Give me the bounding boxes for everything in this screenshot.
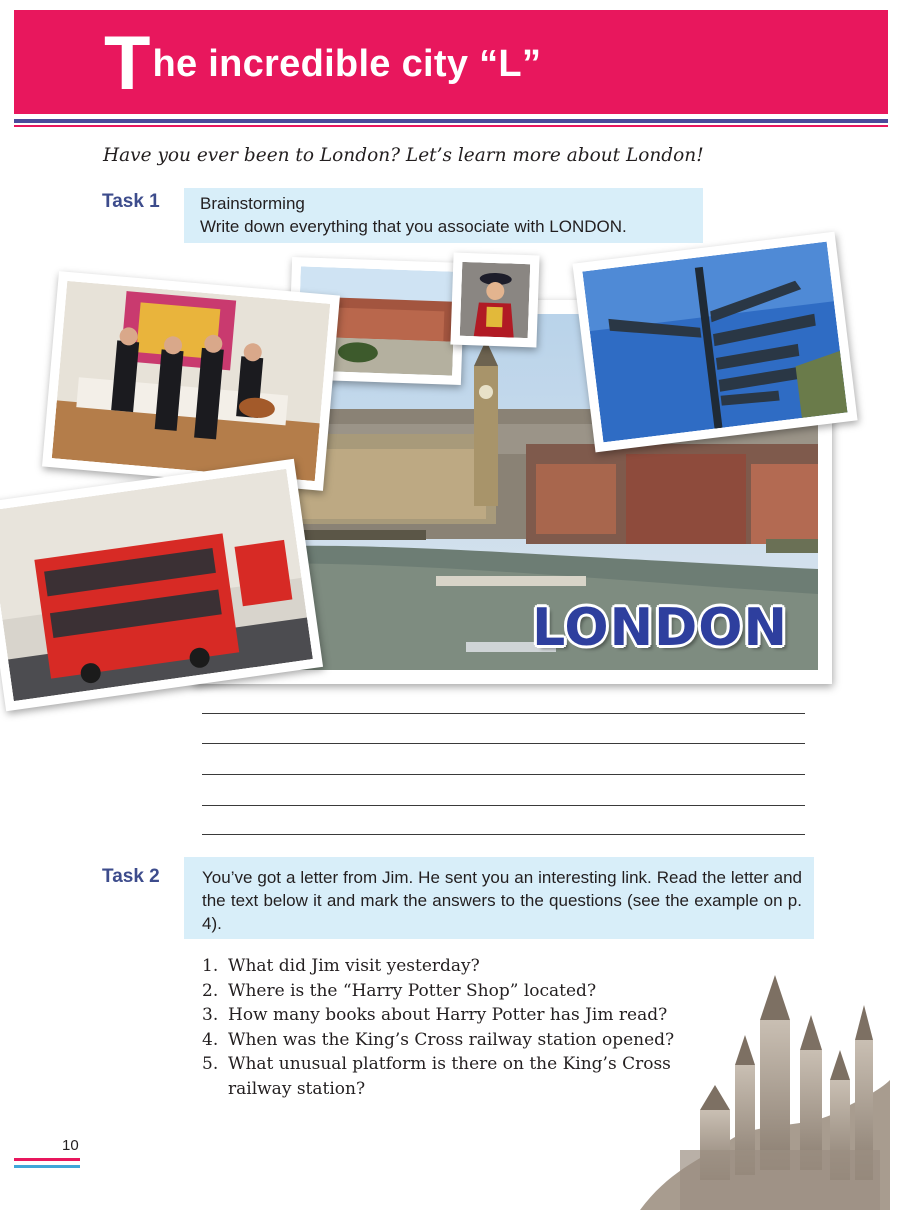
beefeater-photo	[450, 253, 539, 348]
castle-illustration	[640, 970, 890, 1210]
task1-label: Task 1	[102, 191, 160, 212]
beatles-wax-figures-photo	[42, 271, 340, 491]
red-bus-photo	[0, 459, 323, 711]
task1-instruction: Write down everything that you associate with LONDON.	[200, 217, 627, 236]
question-list	[202, 954, 674, 1101]
answer-line-1[interactable]	[202, 713, 805, 714]
header-rule-blue	[14, 119, 888, 123]
answer-line-2[interactable]	[202, 743, 805, 744]
signpost-photo	[572, 232, 857, 453]
task2-instruction: You’ve got a letter from Jim. He sent you an interesting link. Read the letter and the text below it and mark the answers to the questions (see the example on p. 4).	[202, 868, 802, 933]
header-rule-pink	[14, 125, 888, 127]
answer-line-4[interactable]	[202, 805, 805, 806]
task1-box	[184, 188, 703, 243]
page-number: 10	[62, 1137, 79, 1154]
footer-rule-pink	[14, 1158, 80, 1161]
question-item: 4. When was the King’s Cross railway station opened?	[202, 1029, 675, 1050]
question-item: 2. Where is the “Harry Potter Shop” located?	[202, 980, 597, 1001]
question-item: 3. How many books about Harry Potter has Jim read?	[202, 1005, 668, 1025]
task2-box	[184, 857, 814, 939]
london-label: LONDON	[532, 598, 788, 658]
intro-text: Have you ever been to London? Let’s learn more about London!	[103, 145, 704, 166]
answer-line-3[interactable]	[202, 774, 805, 775]
footer-rule-blue	[14, 1165, 80, 1168]
page-title	[104, 21, 542, 106]
title-text: he incredible city “L”	[152, 43, 542, 85]
question-item: 1. What did Jim visit yesterday?	[202, 956, 480, 976]
question-item: 5. What unusual platform is there on the King’s Cross railway station?	[202, 1054, 671, 1099]
task1-title: Brainstorming	[200, 194, 305, 213]
task2-label: Task 2	[102, 866, 160, 887]
title-initial: T	[104, 21, 151, 106]
answer-line-5[interactable]	[202, 834, 805, 835]
